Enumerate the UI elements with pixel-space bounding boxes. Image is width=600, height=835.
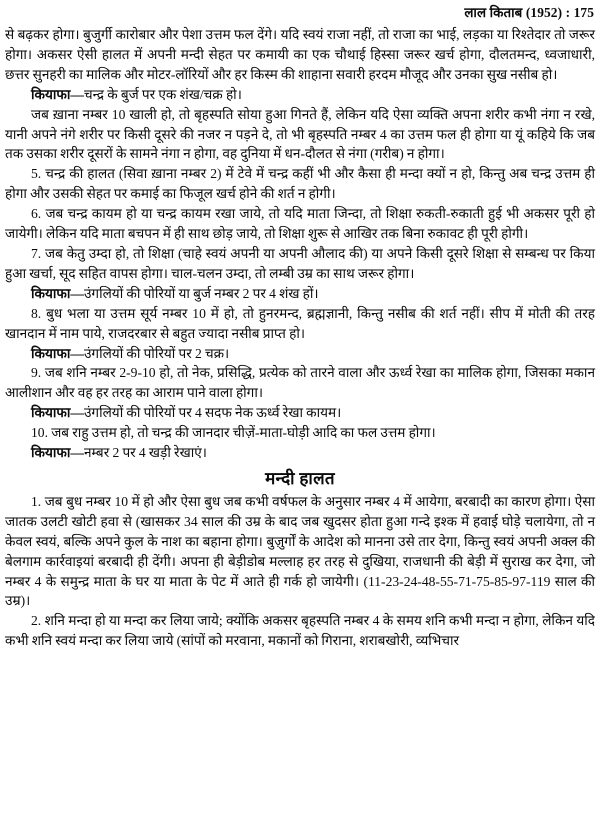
kiyafa-label: कियाफा — [31, 345, 71, 361]
kiyafa-text: उंगलियों की पोरियों पर 2 चक्र। — [83, 345, 230, 361]
continued-paragraph: से बढ़कर होगा। बुजुर्गी कारोबार और पेशा उत्तम फल देंगे। यदि स्वयं राजा नहीं, तो राजा का भाई, लड़का या रिश्तेदार तो जरूर होगा। अकसर ऐसी हालत में अपनी मन्दी सेहत पर कमायी का एक चौथाई हिस्सा जरूर खर्च होगा, दौलतमन्द, ध्वजाधारी, छत्तर सुनहरी का मालिक और मोटर-लॉरियों और हर किस्म की शाहाना सवारी हरदम मौजूद और उनका सुख नसीब हो। — [5, 27, 595, 82]
kiyafa-text: नम्बर 2 पर 4 खड़ी रेखाएं। — [83, 445, 207, 461]
item-text: जब राहु उत्तम हो, तो चन्द्र की जानदार चीज़ें-माता-घोड़ी आदि का फल उत्तम होगा। — [51, 425, 436, 441]
kiyafa-text: चन्द्र के बुर्ज पर एक शंख/चक्र हो। — [83, 86, 242, 102]
kiyafa-dash: — — [70, 86, 84, 102]
numbered-item-10 — [5, 423, 595, 443]
running-head: लाल किताब (1952) : 175 — [464, 5, 594, 20]
item-number: 10. — [31, 425, 48, 441]
kiyafa-label: कियाफा — [31, 86, 71, 102]
numbered-item-8 — [5, 304, 595, 344]
item-text: जब बुध नम्बर 10 में हो और ऐसा बुध जब कभी वर्षफल के अनुसार नम्बर 4 में आयेगा, बरबादी का कारण होगा। ऐसा जातक उलटी खोटी हवा से (खासकर 34 साल की उम्र के बाद जब खुदसर होता हुआ गन्दे इश्क में हवाई घोड़े चलायेगा, तो न केवल स्वयं, बल्कि अपने कुल के नाश का बहाना होगा। बुज़ुर्गों के आदेश को मानना उसे तार देगा, किन्तु स्वयं अपनी अक्ल की बेलगाम कार्रवाइयां बरबादी ही देंगी। अपना ही बेड़ीडोब मल्लाह हर तरह से दुखिया, राजधानी की बेड़ी में सुराख कर देगा, जो नम्बर 4 के समुन्द्र माता के घर या माता के पेट में आते ही गर्क हो जायेगी। (11-23-24-48-55-71-75-85-97-119 साल की उम्र)। — [5, 493, 595, 609]
kiyafa-label: कियाफा — [31, 285, 71, 301]
item-text: शनि मन्दा हो या मन्दा कर लिया जाये; क्योंकि अकसर बृहस्पति नम्बर 4 के समय शनि कभी मन्दा न होगा, लेकिन यदि कभी शनि स्वयं मन्दा कर लिया जाये (सांपों को मरवाना, मकानों को गिराना, शराबखोरी, व्यभिचार — [5, 613, 595, 649]
item-text: जब केतु उम्दा हो, तो शिक्षा (चाहे स्वयं अपनी या अपनी औलाद की) या अपने किसी दूसरे शिक्षा से सम्बन्ध पर किया हुआ खर्चा, सूद सहित वापस होगा। चाल-चलन उम्दा, तो लम्बी उम्र का साथ जरूर होगा। — [5, 245, 595, 281]
section-item-1 — [5, 492, 595, 611]
item-text: जब शनि नम्बर 2-9-10 हो, तो नेक, प्रसिद्धि, प्रत्येक को तारने वाला और ऊर्ध्व रेखा का मालिक होगा, जिसका मकान आलीशान और वह हर तरह का आराम पाने वाला होगा। — [5, 365, 595, 401]
kiyafa-text: उंगलियों की पोरियों या बुर्ज नम्बर 2 पर 4 शंख हों। — [83, 285, 319, 301]
kiyafa-label: कियाफा — [31, 405, 71, 421]
kiyafa-dash: — — [70, 285, 84, 301]
item-number: 9. — [31, 365, 42, 381]
kiyafa-line — [5, 403, 595, 423]
kiyafa-dash: — — [70, 445, 84, 461]
item-number: 7. — [31, 245, 42, 261]
item-number: 2. — [31, 613, 42, 629]
numbered-item-7 — [5, 244, 595, 284]
kiyafa-line — [5, 85, 595, 105]
item-number: 8. — [31, 305, 42, 321]
section-item-2 — [5, 611, 595, 651]
section-heading-mandi-halat: मन्दी हालत — [265, 468, 335, 488]
item-text: बुध भला या उत्तम सूर्य नम्बर 10 में हो, तो हुनरमन्द, ब्रह्मज्ञानी, किन्तु नसीब की शर्त नहीं। सीप में मोती की तरह खानदान में नाम पाये, राजदरबार से बहुत ज्यादा नसीब प्राप्त हो। — [5, 305, 595, 341]
item-text: जब चन्द्र कायम हो या चन्द्र कायम रखा जाये, तो यदि माता जिन्दा, तो शिक्षा रुकती-रुकाती हुई भी अकसर पूरी हो जायेगी। लेकिन यदि माता बचपन में ही साथ छोड़ जाये, तो शिक्षा शुरू से आखिर तक बिना रुकावट ही पूरी होगी। — [5, 206, 595, 242]
numbered-item-9 — [5, 363, 595, 403]
kiyafa-text: उंगलियों की पोरियों पर 4 सदफ नेक ऊर्ध्व रेखा कायम। — [83, 405, 342, 421]
kiyafa-line — [5, 284, 595, 304]
numbered-item-6 — [5, 204, 595, 244]
kiyafa-label: कियाफा — [31, 445, 71, 461]
kiyafa-dash: — — [70, 345, 84, 361]
item-text: चन्द्र की हालत (सिवा ख़ाना नम्बर 2) में टेवे में चन्द्र कहीं भी और कैसा ही मन्दा क्यों न हो, किन्तु अब चन्द्र उत्तम ही होगा और उसकी सेहत पर कमाई का फिजूल खर्च होने की शर्त न होगी। — [5, 166, 595, 202]
item-number: 6. — [31, 206, 42, 222]
kiyafa-dash: — — [70, 405, 84, 421]
item-number: 5. — [31, 166, 42, 182]
item-number: 1. — [31, 493, 42, 509]
kiyafa-line — [5, 344, 595, 364]
kiyafa-line — [5, 443, 595, 463]
paragraph-jab-khana: जब ख़ाना नम्बर 10 खाली हो, तो बृहस्पति सोया हुआ गिनते हैं, लेकिन यदि ऐसा व्यक्ति अपना शरीर कभी नंगा न रखे, यानी अपने नंगे शरीर पर किसी दूसरे की नजर न पड़ने दे, तो भी बृहस्पति नम्बर 4 का उत्तम फल ही होगा या यूं कहिये कि जब तक उसका शरीर दूसरों के सामने नंगा न होगा, वह दुनिया में धन-दौलत से नंगा (गरीब) न होगा। — [5, 106, 595, 162]
numbered-item-5 — [5, 164, 595, 204]
